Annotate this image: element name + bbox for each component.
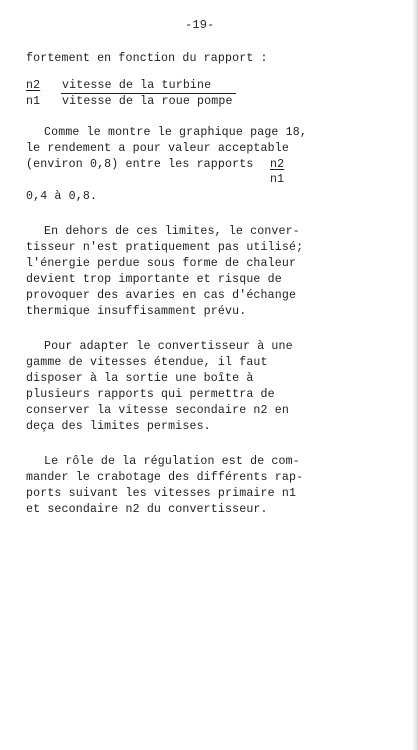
paragraph-2-line-6: thermique insuffisamment prévu. bbox=[26, 305, 247, 318]
paragraph-4-line-1: Le rôle de la régulation est de com- bbox=[44, 455, 300, 468]
paragraph-3-line-1: Pour adapter le convertisseur à une bbox=[44, 340, 293, 353]
formula-numerator-text: vitesse de la turbine bbox=[62, 79, 212, 92]
paragraph-2-line-4: devient trop importante et risque de bbox=[26, 273, 282, 286]
formula-denominator-symbol: n1 bbox=[26, 95, 41, 108]
paragraph-1-line-3: (environ 0,8) entre les rapports bbox=[26, 158, 254, 171]
paragraph-3-line-6: deça des limites permises. bbox=[26, 420, 211, 433]
paragraph-2-line-2: tisseur n'est pratiquement pas utilisé; bbox=[26, 241, 304, 254]
paragraph-1-line-2: le rendement a pour valeur acceptable bbox=[26, 142, 289, 155]
paragraph-1-range: 0,4 à 0,8. bbox=[26, 190, 98, 203]
formula-fraction-bar bbox=[61, 93, 236, 94]
paragraph-2-line-1: En dehors de ces limites, le conver- bbox=[44, 225, 300, 238]
paragraph-3-line-2: gamme de vitesses étendue, il faut bbox=[26, 356, 268, 369]
page-number: -19- bbox=[185, 18, 215, 32]
paragraph-4-line-3: ports suivant les vitesses primaire n1 bbox=[26, 487, 297, 500]
formula-numerator-symbol: n2 bbox=[26, 79, 41, 92]
paragraph-2-line-5: provoquer des avaries en cas d'échange bbox=[26, 289, 297, 302]
paragraph-1-line-1: Comme le montre le graphique page 18, bbox=[44, 126, 307, 139]
paragraph-3-line-5: conserver la vitesse secondaire n2 en bbox=[26, 404, 289, 417]
inline-fraction-denominator: n1 bbox=[270, 173, 285, 186]
paragraph-3-line-3: disposer à la sortie une boîte à bbox=[26, 372, 254, 385]
inline-fraction-numerator: n2 bbox=[270, 158, 285, 171]
paragraph-3-line-4: plusieurs rapports qui permettra de bbox=[26, 388, 275, 401]
formula-denominator-text: vitesse de la roue pompe bbox=[62, 95, 233, 108]
paragraph-2-line-3: l'énergie perdue sous forme de chaleur bbox=[26, 257, 297, 270]
intro-line: fortement en fonction du rapport : bbox=[26, 52, 268, 65]
paragraph-4-line-4: et secondaire n2 du convertisseur. bbox=[26, 503, 268, 516]
page-edge-shadow bbox=[412, 0, 418, 750]
paragraph-4-line-2: mander le crabotage des différents rap- bbox=[26, 471, 304, 484]
